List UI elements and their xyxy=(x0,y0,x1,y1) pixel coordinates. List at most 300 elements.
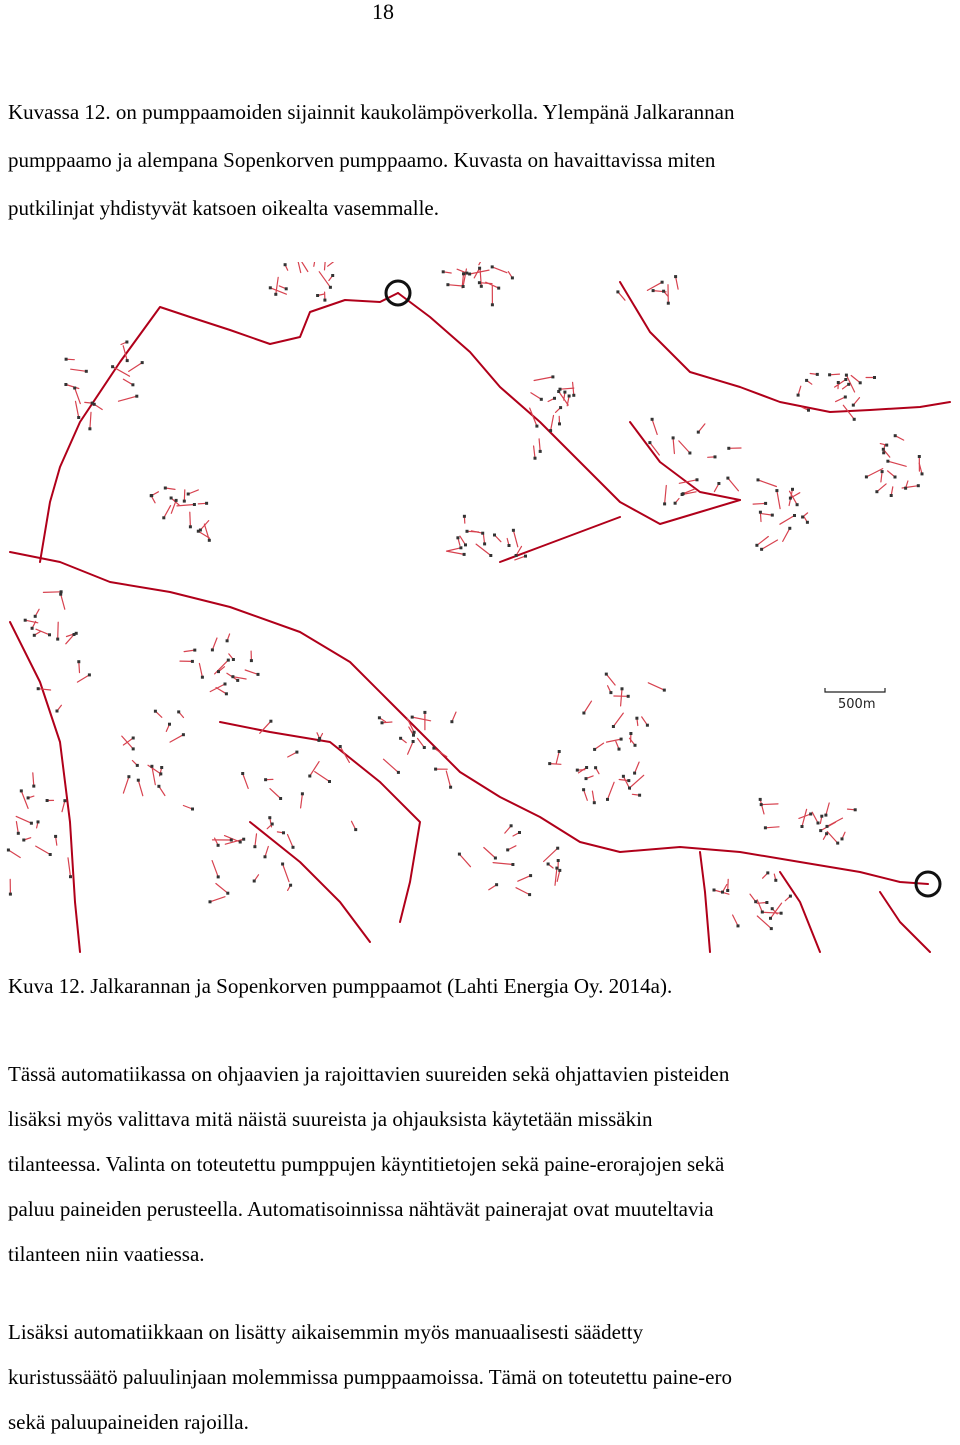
network-node xyxy=(466,530,469,533)
network-node xyxy=(555,867,558,870)
network-node xyxy=(764,826,767,829)
branch-pipe xyxy=(761,804,778,805)
network-node xyxy=(232,658,235,661)
network-node xyxy=(824,814,827,817)
network-node xyxy=(85,370,88,373)
body-line: lisäksi myös valittava mitä näistä suureista ja ohjauksista käytetään missäkin xyxy=(8,1097,938,1142)
network-node xyxy=(540,398,543,401)
body-line: Tässä automatiikassa on ohjaavien ja rajoittavien suureiden sekä ohjattavien pisteiden xyxy=(8,1052,938,1097)
body-line: paluu paineiden perusteella. Automatisoinnissa nähtävät painerajat ovat muuteltavia xyxy=(8,1187,938,1232)
intro-line: pumppaamo ja alempana Sopenkorven pumppaamo. Kuvasta on havaittavissa miten xyxy=(8,136,938,184)
network-node xyxy=(515,554,518,557)
branch-pipe xyxy=(119,396,137,401)
network-node xyxy=(495,883,498,886)
branch-pipe xyxy=(123,777,128,793)
network-node xyxy=(576,769,579,772)
branch-pipe xyxy=(483,533,484,544)
branch-pipe xyxy=(215,660,229,674)
network-node xyxy=(688,452,691,455)
branch-pipe xyxy=(210,897,225,902)
network-node xyxy=(593,748,596,751)
branch-pipelines xyxy=(8,262,922,929)
intro-line: Kuvassa 12. on pumppaamoiden sijainnit kaukolämpöverkolla. Ylempänä Jalkarannan xyxy=(8,88,938,136)
branch-pipe xyxy=(771,903,782,918)
main-pipeline xyxy=(250,822,370,942)
branch-pipe xyxy=(113,367,130,377)
network-node xyxy=(881,470,884,473)
branch-pipe xyxy=(665,486,667,504)
network-node xyxy=(853,418,856,421)
network-node xyxy=(717,482,720,485)
network-node xyxy=(826,825,829,828)
network-node xyxy=(34,615,37,618)
network-node xyxy=(157,785,160,788)
intro-paragraph xyxy=(8,88,938,232)
network-node xyxy=(713,889,716,892)
network-node xyxy=(621,687,624,690)
network-node xyxy=(759,511,762,514)
network-node xyxy=(413,731,416,734)
scale-bar-label: 500m xyxy=(838,697,875,712)
network-node xyxy=(127,775,130,778)
branch-pipe xyxy=(36,629,50,635)
branch-pipe xyxy=(76,401,79,417)
network-node xyxy=(339,745,342,748)
network-node xyxy=(726,477,729,480)
network-node xyxy=(323,299,326,302)
network-node xyxy=(217,875,220,878)
network-node xyxy=(558,422,561,425)
branch-pipe xyxy=(613,713,623,726)
network-node xyxy=(208,539,211,542)
branch-pipe xyxy=(270,288,286,294)
network-node xyxy=(620,738,623,741)
network-node xyxy=(697,431,700,434)
network-node xyxy=(585,777,588,780)
network-node xyxy=(478,281,481,284)
figure-caption: Kuva 12. Jalkarannan ja Sopenkorven pumppaamot (Lahti Energia Oy. 2014a). xyxy=(8,966,938,1006)
network-node xyxy=(462,272,465,275)
network-node xyxy=(59,593,62,596)
network-node xyxy=(661,281,664,284)
network-node xyxy=(754,900,757,903)
network-node xyxy=(841,837,844,840)
network-node xyxy=(646,724,649,727)
network-node xyxy=(548,762,551,765)
scale-bar xyxy=(825,688,885,712)
network-node xyxy=(553,397,556,400)
network-node xyxy=(30,822,33,825)
network-node xyxy=(809,813,812,816)
network-node xyxy=(150,494,153,497)
network-node xyxy=(264,778,267,781)
network-node xyxy=(558,750,561,753)
network-node xyxy=(681,493,684,496)
network-node xyxy=(317,739,320,742)
network-node xyxy=(549,429,552,432)
network-node xyxy=(825,832,828,835)
branch-pipe xyxy=(325,262,327,270)
branch-pipe xyxy=(16,816,31,823)
network-node xyxy=(885,444,888,447)
network-node xyxy=(183,500,186,503)
network-node xyxy=(572,394,575,397)
network-node xyxy=(511,276,514,279)
branch-pipe xyxy=(188,490,198,494)
network-node xyxy=(852,404,855,407)
branch-pipe xyxy=(531,393,541,400)
network-node xyxy=(508,544,511,547)
network-node xyxy=(187,493,190,496)
network-node xyxy=(46,799,49,802)
network-node xyxy=(231,675,234,678)
network-node xyxy=(714,455,717,458)
network-node xyxy=(807,409,810,412)
network-node xyxy=(32,785,35,788)
network-node xyxy=(456,536,459,539)
network-node xyxy=(24,619,27,622)
branch-pipe xyxy=(888,461,906,466)
network-node xyxy=(854,808,857,811)
network-node xyxy=(606,798,609,801)
network-node xyxy=(177,710,180,713)
network-node xyxy=(224,683,227,686)
network-node xyxy=(759,798,762,801)
network-node xyxy=(865,475,868,478)
branch-pipe xyxy=(434,748,447,757)
network-node xyxy=(558,869,561,872)
branch-pipe xyxy=(170,735,183,742)
branch-pipe xyxy=(492,267,507,273)
district-heating-network-map xyxy=(0,262,960,957)
network-node xyxy=(511,863,514,866)
network-node xyxy=(468,273,471,276)
network-node xyxy=(242,838,245,841)
network-node xyxy=(136,764,139,767)
branch-pipe xyxy=(216,688,226,694)
branch-pipe xyxy=(43,592,61,593)
network-node xyxy=(9,893,12,896)
network-node xyxy=(295,751,298,754)
network-node xyxy=(282,831,285,834)
network-node xyxy=(510,824,513,827)
network-node xyxy=(568,395,571,398)
network-node xyxy=(225,692,228,695)
branch-pipe xyxy=(479,262,483,265)
network-node xyxy=(494,857,497,860)
branch-pipe xyxy=(652,419,657,434)
network-node xyxy=(805,379,808,382)
network-node xyxy=(593,801,596,804)
network-node xyxy=(33,634,36,637)
network-node xyxy=(663,502,666,505)
network-node xyxy=(820,815,823,818)
network-node xyxy=(563,391,566,394)
network-node xyxy=(760,803,763,806)
branch-pipe xyxy=(283,864,289,882)
network-node xyxy=(141,361,144,364)
branch-pipe xyxy=(534,377,553,381)
network-node xyxy=(126,359,129,362)
network-node xyxy=(917,484,920,487)
branch-pipe xyxy=(762,912,782,913)
main-pipeline xyxy=(10,552,928,884)
network-node xyxy=(651,418,654,421)
branch-pipe xyxy=(758,480,776,487)
network-node xyxy=(524,555,527,558)
network-node xyxy=(873,376,876,379)
network-node xyxy=(412,740,415,743)
branch-pipe xyxy=(265,847,268,857)
network-node xyxy=(27,796,30,799)
network-node xyxy=(449,786,452,789)
branch-pipe xyxy=(301,794,303,808)
network-node xyxy=(771,907,774,910)
network-node xyxy=(506,848,509,851)
network-node xyxy=(159,772,162,775)
network-node xyxy=(696,478,699,481)
network-node xyxy=(847,383,850,386)
branch-pipe xyxy=(516,888,530,895)
branch-pipe xyxy=(38,689,50,690)
branch-pipe xyxy=(36,846,51,854)
network-node xyxy=(250,659,253,662)
network-node xyxy=(423,746,426,749)
network-node xyxy=(627,779,630,782)
network-node xyxy=(882,451,885,454)
branch-pipe xyxy=(212,861,218,877)
network-map-svg xyxy=(0,262,960,957)
branch-pipe xyxy=(780,516,795,525)
network-node xyxy=(88,673,91,676)
branch-pipe xyxy=(243,774,249,789)
network-node xyxy=(434,768,437,771)
network-node xyxy=(480,285,483,288)
network-node xyxy=(274,293,277,296)
branch-pipe xyxy=(556,752,559,764)
branch-pipe xyxy=(288,835,294,848)
network-node xyxy=(226,892,229,895)
branch-pipe xyxy=(71,369,87,371)
network-node xyxy=(629,732,632,735)
network-node xyxy=(22,839,25,842)
branch-pipe xyxy=(534,446,535,458)
network-node xyxy=(638,794,641,797)
network-node xyxy=(465,272,468,275)
network-node xyxy=(132,747,135,750)
network-node xyxy=(464,543,467,546)
network-node xyxy=(667,302,670,305)
branch-pipe xyxy=(484,848,496,859)
network-node xyxy=(137,779,140,782)
network-node xyxy=(616,290,619,293)
network-node xyxy=(648,441,651,444)
network-node xyxy=(497,287,500,290)
network-node xyxy=(491,265,494,268)
network-node xyxy=(328,780,331,783)
network-node xyxy=(329,286,332,289)
network-node xyxy=(77,416,80,419)
body-line: tilanteen niin vaatiessa. xyxy=(8,1232,938,1277)
network-node xyxy=(459,546,462,549)
branch-pipe xyxy=(276,277,278,294)
network-node xyxy=(458,853,461,856)
branch-pipe xyxy=(676,277,679,290)
branch-pipe xyxy=(630,775,644,788)
network-node xyxy=(48,633,51,636)
branch-pipe xyxy=(826,803,829,815)
network-node xyxy=(230,839,233,842)
network-node xyxy=(217,670,220,673)
network-node xyxy=(634,744,637,747)
network-node xyxy=(241,772,244,775)
network-node xyxy=(154,710,157,713)
main-pipeline xyxy=(880,892,930,952)
network-node xyxy=(17,832,20,835)
network-node xyxy=(844,396,847,399)
network-node xyxy=(160,766,163,769)
branch-pipe xyxy=(199,664,202,678)
network-node xyxy=(378,716,381,719)
body-line: tilanteessa. Valinta on toteutettu pumppujen käyntitietojen sekä paine-erorajojen sekä xyxy=(8,1142,938,1187)
network-node xyxy=(316,294,319,297)
network-node xyxy=(423,711,426,714)
network-node xyxy=(191,660,194,663)
branch-pipe xyxy=(68,858,71,877)
branch-pipe xyxy=(408,742,414,755)
branch-pipe xyxy=(647,282,662,290)
branch-pipe xyxy=(762,514,772,515)
network-node xyxy=(399,737,402,740)
network-node xyxy=(131,383,134,386)
branch-pipe xyxy=(447,551,465,554)
network-node xyxy=(483,542,486,545)
network-node xyxy=(292,846,295,849)
network-node xyxy=(308,775,311,778)
network-node xyxy=(528,893,531,896)
network-node xyxy=(125,341,128,344)
network-node xyxy=(253,880,256,883)
network-node xyxy=(175,499,178,502)
network-node xyxy=(556,847,559,850)
network-node xyxy=(132,737,135,740)
network-node xyxy=(301,792,304,795)
branch-pipe xyxy=(539,439,540,452)
network-node xyxy=(726,889,729,892)
branch-pipe xyxy=(164,506,171,518)
network-node xyxy=(622,775,625,778)
branch-pipe xyxy=(171,500,176,513)
branch-pipe xyxy=(573,382,574,395)
network-node xyxy=(518,831,521,834)
branch-pipe xyxy=(8,850,20,858)
branch-pipe xyxy=(476,544,491,555)
network-node xyxy=(193,503,196,506)
branch-pipe xyxy=(212,638,217,650)
network-node xyxy=(271,823,274,826)
network-node xyxy=(844,378,847,381)
network-node xyxy=(239,841,242,844)
branch-pipe xyxy=(184,650,195,652)
branch-pipe xyxy=(319,272,330,288)
network-node xyxy=(56,638,59,641)
branch-pipe xyxy=(62,801,65,812)
network-node xyxy=(37,820,40,823)
branch-pipe xyxy=(493,863,513,865)
branch-pipe xyxy=(448,285,461,286)
main-pipeline xyxy=(630,422,740,500)
network-node xyxy=(674,502,677,505)
network-node xyxy=(411,716,414,719)
network-node xyxy=(191,808,194,811)
network-node xyxy=(135,395,138,398)
network-node xyxy=(31,627,34,630)
branch-pipe xyxy=(827,818,843,826)
branch-pipe xyxy=(783,528,790,541)
branch-pipe xyxy=(607,739,622,742)
branch-pipe xyxy=(470,270,489,274)
network-node xyxy=(285,287,288,290)
network-node xyxy=(780,912,783,915)
branch-pipe xyxy=(184,490,185,501)
network-node xyxy=(755,544,758,547)
network-node xyxy=(828,373,831,376)
network-node xyxy=(801,825,804,828)
network-node xyxy=(150,765,153,768)
branch-pipe xyxy=(757,537,768,546)
branch-pipe xyxy=(679,441,690,453)
network-node xyxy=(674,275,677,278)
body-line: Lisäksi automatiikkaan on lisätty aikaisemmin myös manuaalisesti säädetty xyxy=(8,1310,938,1355)
body-paragraph-2 xyxy=(8,1310,938,1445)
network-node xyxy=(284,263,287,266)
network-node xyxy=(491,303,494,306)
network-node xyxy=(539,450,542,453)
network-node xyxy=(205,502,208,505)
network-node xyxy=(354,828,357,831)
network-node xyxy=(236,679,239,682)
network-node xyxy=(269,720,272,723)
network-node xyxy=(209,900,212,903)
page-number: 18 xyxy=(372,0,394,24)
network-node xyxy=(77,660,80,663)
network-node xyxy=(512,529,515,532)
branch-pipe xyxy=(33,773,34,786)
scale-bar-line xyxy=(825,688,885,692)
branch-pipe xyxy=(584,701,592,713)
network-node xyxy=(264,855,267,858)
network-node xyxy=(257,673,260,676)
network-node xyxy=(463,515,466,518)
branch-pipe xyxy=(216,884,228,894)
network-node xyxy=(162,516,165,519)
network-node xyxy=(819,829,822,832)
network-node xyxy=(189,525,192,528)
network-node xyxy=(594,766,597,769)
network-node xyxy=(806,521,809,524)
network-node xyxy=(797,394,800,397)
network-node xyxy=(582,788,585,791)
network-node xyxy=(766,871,769,874)
network-node xyxy=(775,489,778,492)
branch-pipe xyxy=(560,388,574,389)
branch-pipe xyxy=(129,363,143,372)
branch-pipe xyxy=(762,540,778,549)
branch-pipe xyxy=(881,472,882,482)
network-node xyxy=(462,285,465,288)
network-node xyxy=(446,283,449,286)
network-node xyxy=(481,532,484,535)
